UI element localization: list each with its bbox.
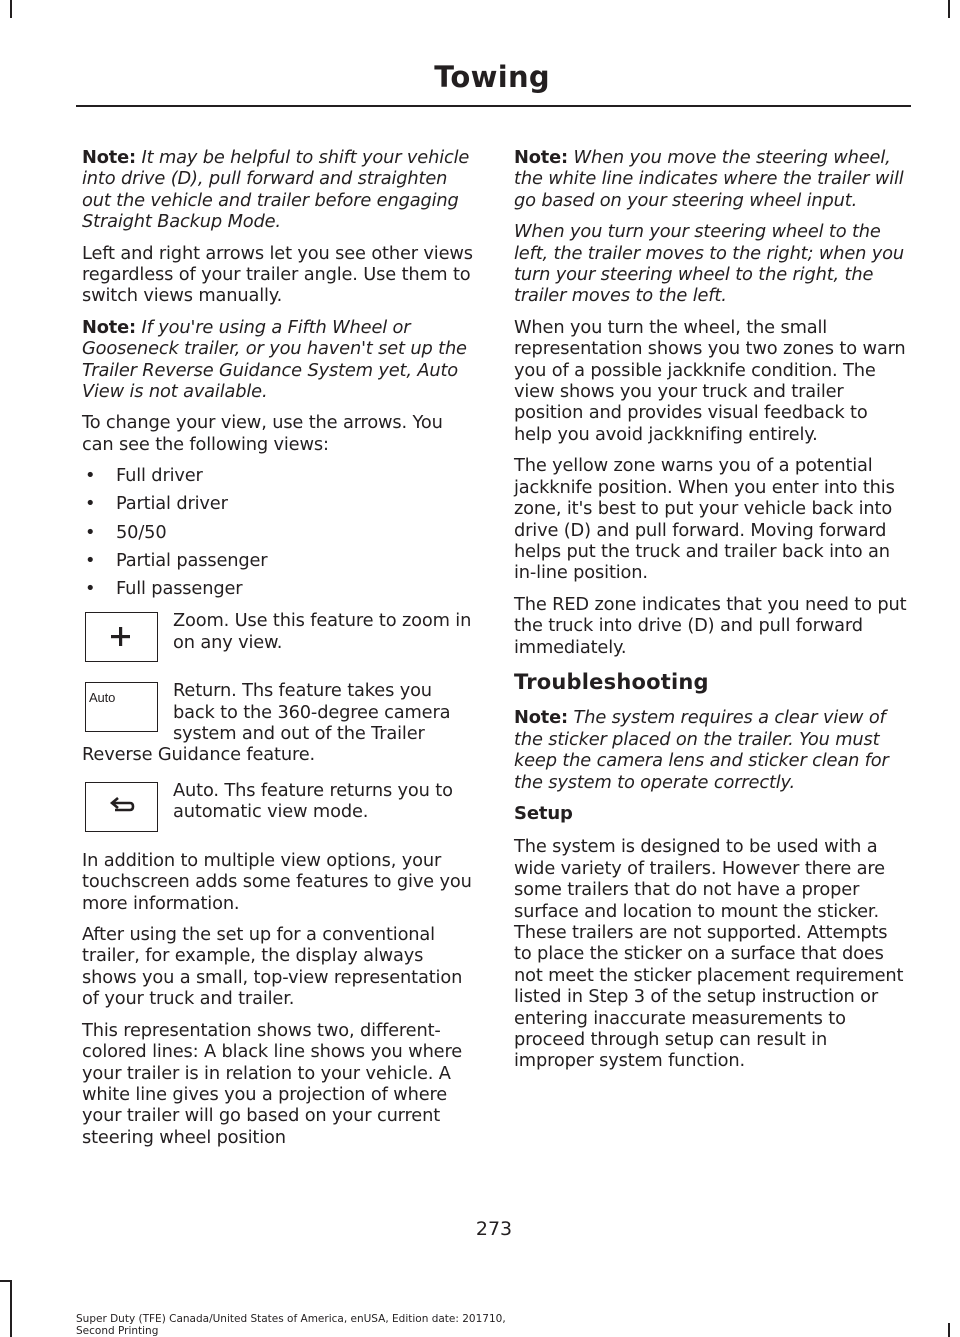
page-number: 273 bbox=[475, 1218, 513, 1240]
paragraph-zones: When you turn the wheel, the small representation shows you two zones to warn you of a possible jackknife condition. The view shows you your truck and trailer position and provides visual feedback to help you avoid jackknifing entirely. bbox=[514, 316, 906, 445]
crop-mark-bottom-left bbox=[10, 1280, 12, 1337]
note-shift-drive bbox=[82, 147, 478, 233]
return-description: Return. Ths feature takes you back to the 360-degree camera system and out of the Trailer Reverse Guidance feature. bbox=[82, 680, 451, 766]
bullet: • bbox=[85, 578, 96, 600]
paragraph-arrows: Left and right arrows let you see other views regardless of your trailer angle. Use them to switch views manually. bbox=[82, 242, 473, 307]
auto-label-icon bbox=[85, 682, 158, 732]
page-title: Towing bbox=[434, 60, 550, 94]
paragraph-touchscreen: In addition to multiple view options, your touchscreen adds some features to give you more information. bbox=[82, 849, 472, 914]
auto-feature bbox=[82, 780, 478, 842]
header-rule bbox=[76, 105, 911, 107]
list-item bbox=[82, 550, 478, 578]
paragraph-system: The system is designed to be used with a wide variety of trailers. However there are some trailers that do not have a proper surface and location to mount the sticker. These trailers are not supported. Attempts to place the sticker on a surface that does not meet the sticker placement requirement listed in Step 3 of the setup instruction or entering inaccurate measurements to proceed through setup can result in improper system function. bbox=[514, 836, 904, 1072]
crop-mark-bottom-right bbox=[948, 1323, 950, 1337]
note-label: Note: bbox=[514, 147, 569, 168]
paragraph-turn: When you turn your steering wheel to the left, the trailer moves to the right; when you turn your steering wheel to the right, the trailer moves to the left. bbox=[514, 221, 904, 307]
zoom-plus-icon bbox=[85, 612, 158, 662]
list-item bbox=[82, 493, 478, 521]
bullet: • bbox=[85, 493, 96, 515]
note-text: The system requires a clear view of the sticker placed on the trailer. You must keep the camera lens and sticker clean for the system to operate correctly. bbox=[514, 707, 889, 793]
view-list bbox=[82, 465, 478, 606]
return-feature bbox=[82, 680, 478, 766]
return-arrow-icon bbox=[85, 782, 158, 832]
list-item-text: Full passenger bbox=[116, 578, 243, 600]
list-item-text: Partial driver bbox=[116, 493, 228, 515]
paragraph-change-view: To change your view, use the arrows. You can see the following views: bbox=[82, 412, 443, 455]
note-text: It may be helpful to shift your vehicle into drive (D), pull forward and straighten out the vehicle and trailer before engaging Straight Backup Mode. bbox=[82, 147, 470, 233]
bullet: • bbox=[85, 465, 96, 487]
heading-troubleshooting: Troubleshooting bbox=[514, 669, 709, 694]
auto-description: Auto. Ths feature returns you to automatic view mode. bbox=[173, 779, 453, 823]
note-steering bbox=[514, 147, 910, 211]
heading-setup: Setup bbox=[514, 802, 573, 824]
right-column bbox=[514, 147, 910, 1082]
paragraph-red-zone: The RED zone indicates that you need to put the truck into drive (D) and pull forward immediately. bbox=[514, 593, 907, 658]
list-item bbox=[82, 465, 478, 493]
list-item-text: Full driver bbox=[116, 465, 203, 487]
note-label: Note: bbox=[514, 707, 569, 729]
note-label: Note: bbox=[82, 147, 137, 168]
note-text: When you move the steering wheel, the white line indicates where the trailer will go based on your steering wheel input. bbox=[514, 147, 904, 211]
paragraph-setup-display: After using the set up for a conventional trailer, for example, the display always shows you a small, top-view representation of your truck and trailer. bbox=[82, 924, 463, 1010]
paragraph-yellow-zone: The yellow zone warns you of a potential jackknife position. When you enter into this zone, it's best to put your vehicle back into drive (D) and pull forward. Moving forward helps put the truck and trailer back into an in-line position. bbox=[514, 455, 895, 584]
bullet: • bbox=[85, 521, 96, 543]
list-item-text: Partial passenger bbox=[116, 549, 268, 571]
left-column bbox=[82, 147, 478, 1158]
crop-mark-bottom-left-h bbox=[0, 1280, 12, 1282]
list-item bbox=[82, 522, 478, 550]
note-fifth-wheel bbox=[82, 317, 478, 403]
bullet: • bbox=[85, 549, 96, 571]
zoom-feature bbox=[82, 610, 478, 672]
paragraph-lines: This representation shows two, different-colored lines: A black line shows you where your trailer is in relation to your vehicle. A white line gives you a projection of where your trailer will go based on your current steering wheel position bbox=[82, 1019, 463, 1148]
crop-mark-top-left bbox=[10, 0, 12, 18]
note-sticker bbox=[514, 707, 910, 793]
crop-mark-top-right bbox=[948, 0, 950, 18]
note-label: Note: bbox=[82, 316, 137, 338]
note-text: If you're using a Fifth Wheel or Gooseneck trailer, or you haven't set up the Trailer Reverse Guidance System yet, Auto View is not available. bbox=[82, 316, 467, 403]
list-item-text: 50/50 bbox=[116, 521, 167, 543]
auto-icon-label: Auto bbox=[89, 690, 116, 706]
list-item bbox=[82, 578, 478, 606]
zoom-description: Zoom. Use this feature to zoom in on any view. bbox=[173, 610, 472, 653]
edition-footer: Super Duty (TFE) Canada/United States of America, enUSA, Edition date: 201710, Second Printing bbox=[76, 1313, 506, 1337]
